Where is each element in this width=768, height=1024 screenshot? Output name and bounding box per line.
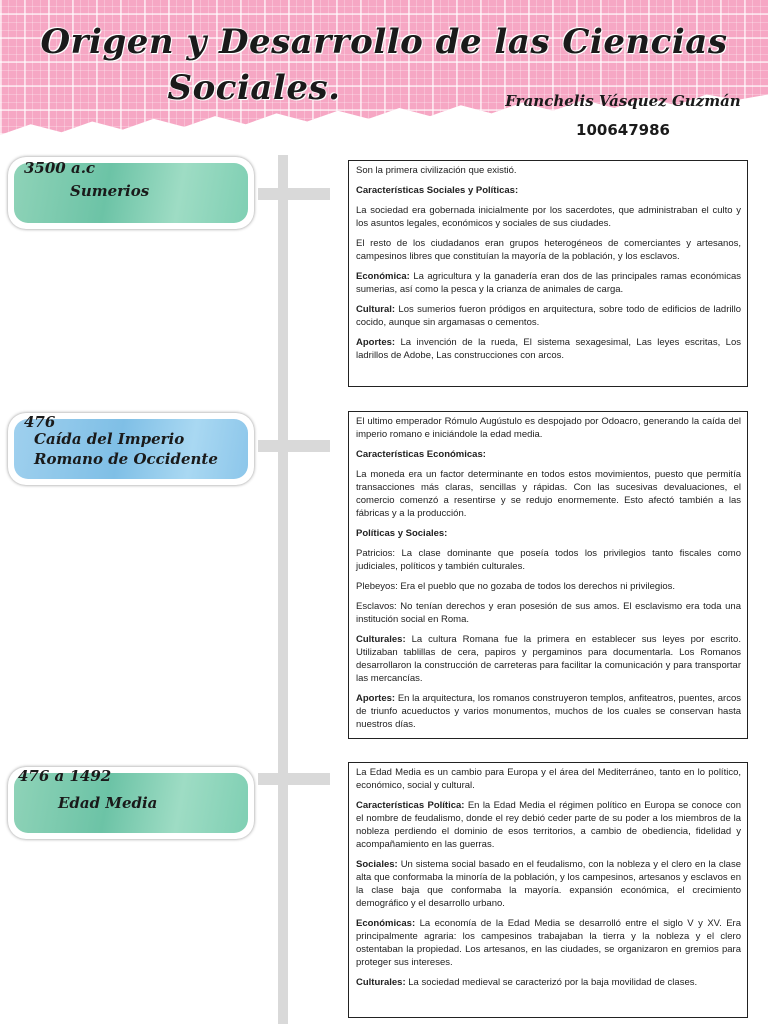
event-date: 3500 a.c — [24, 159, 96, 177]
paragraph: Características Sociales y Políticas: — [356, 185, 519, 196]
timeline-branch-1 — [258, 188, 330, 200]
event-description-sumerios — [348, 160, 748, 387]
event-description-edad-media — [348, 762, 748, 1018]
paragraph: Culturales: La cultura Romana fue la primera en establecer sus leyes por escrito. Utilizaban tablillas de cera, papiros y pergaminos para documentarla. Los Romanos desarrollaron la construcción de carreteras para facilitar la comunicación y para transportar las mercancías. — [356, 634, 741, 684]
paragraph: La Edad Media es un cambio para Europa y el área del Mediterráneo, tanto en lo político, económico, social y cultural. — [356, 767, 741, 791]
paragraph: Aportes: En la arquitectura, los romanos construyeron templos, anfiteatros, puentes, arcos de triunfo acueductos y varios monumentos, muchos de los cuales se conservan hasta nuestros días. — [356, 693, 741, 730]
event-name-line2: Romano de Occidente — [34, 450, 218, 468]
paragraph: La moneda era un factor determinante en todos estos movimientos, puesto que permitía transacciones más claras, sencillas y rápidas. Con las sucesivas devaluaciones, el comercio comenzó a resentirse y se redujo enormemente. Esto afectó también a las fábricas y a la producción. — [356, 469, 741, 519]
paragraph: Esclavos: No tenían derechos y eran posesión de sus amos. El esclavismo era toda una institución social en Roma. — [356, 601, 741, 625]
event-name: Sumerios — [70, 182, 150, 200]
event-name: Edad Media — [58, 794, 158, 812]
author-name: Franchelis Vásquez Guzmán — [505, 92, 741, 110]
event-label-edad-media — [8, 767, 254, 839]
event-label-sumerios — [8, 157, 254, 229]
event-date: 476 a 1492 — [18, 767, 112, 785]
timeline-spine — [278, 155, 288, 1024]
paragraph: Políticas y Sociales: — [356, 528, 448, 539]
paragraph: El ultimo emperador Rómulo Augústulo es despojado por Odoacro, generando la caída del imperio romano e iniciándole la edad media. — [356, 416, 741, 440]
event-name-line1: Caída del Imperio — [34, 430, 185, 448]
paragraph: Patricios: La clase dominante que poseía todos los privilegios tanto fiscales como judiciales, políticos y también culturales. — [356, 548, 741, 572]
event-date: 476 — [24, 413, 56, 431]
page-title-line2: Sociales. — [167, 68, 341, 108]
paragraph: Económica: La agricultura y la ganadería eran dos de las principales ramas económicas sumerias, así como la pesca y la crianza de animales de carga. — [356, 271, 741, 295]
event-description-roma — [348, 411, 748, 739]
event-label-roma — [8, 413, 254, 485]
paragraph: La sociedad era gobernada inicialmente por los sacerdotes, que administraban el culto y los asuntos legales, económicos y sociales de sus ciudades. — [356, 205, 741, 229]
paragraph: Características Política: En la Edad Media el régimen político en Europa se conoce con el nombre de feudalismo, donde el rey debió ceder parte de su poder a los miembros de la nobleza perdiendo el dominio de esos territorios, a cambio de obediencia, fidelidad y acompañamiento en las guerras. — [356, 800, 741, 850]
paragraph: Sociales: Un sistema social basado en el feudalismo, con la nobleza y el clero en la clase alta que conformaba la minoría de la población, y los campesinos, artesanos y esclavos en la clase baja que conformaba la mayoría. expansión económica, el crecimiento demográfico y el desarrollo urbano. — [356, 859, 741, 909]
paragraph: Cultural: Los sumerios fueron pródigos en arquitectura, sobre todo de edificios de ladrillo cocido, aunque sin argamasas o cementos. — [356, 304, 741, 328]
paragraph: El resto de los ciudadanos eran grupos heterogéneos de comerciantes y artesanos, campesinos libres que constituían la mayoría de la población, y los esclavos. — [356, 238, 741, 262]
paragraph: Son la primera civilización que existió. — [356, 165, 517, 176]
paragraph: Características Económicas: — [356, 449, 486, 460]
paragraph: Económicas: La economía de la Edad Media se desarrolló entre el siglo V y XV. Era principalmente agraria: los campesinos trabajaban la tierra y la nobleza y el clero ostentaban la propiedad. Los artesanos, en las ciudades, se organizaron en gremios para proteger sus intereses. — [356, 918, 741, 968]
student-id: 100647986 — [576, 121, 670, 139]
paragraph: Culturales: La sociedad medieval se caracterizó por la baja movilidad de clases. — [356, 977, 698, 988]
page-title-line1: Origen y Desarrollo de las Ciencias — [40, 22, 728, 62]
timeline-branch-3 — [258, 773, 330, 785]
paragraph: Aportes: La invención de la rueda, El sistema sexagesimal, Las leyes escritas, Los ladrillos de Adobe, Las construcciones con arcos. — [356, 337, 741, 361]
paragraph: Plebeyos: Era el pueblo que no gozaba de todos los derechos ni privilegios. — [356, 581, 675, 592]
timeline-branch-2 — [258, 440, 330, 452]
